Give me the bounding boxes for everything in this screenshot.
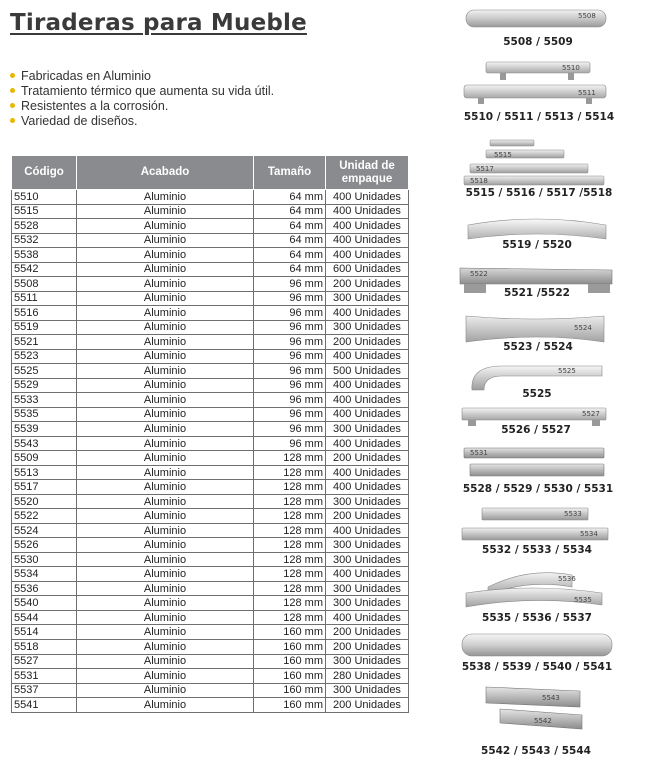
cell-code: 5529 — [12, 378, 77, 393]
cell-size: 96 mm — [254, 277, 326, 292]
product-caption: 5542 / 5543 / 5544 — [481, 745, 591, 757]
part-mark: 5533 — [564, 510, 582, 518]
cell-pack: 400 Unidades — [326, 378, 409, 393]
cell-pack: 300 Unidades — [326, 581, 409, 596]
cell-size: 96 mm — [254, 335, 326, 350]
handle-image — [458, 444, 618, 482]
handle-image — [462, 312, 614, 344]
cell-pack: 200 Unidades — [326, 639, 409, 654]
handle-image — [460, 58, 618, 110]
cell-finish: Aluminio — [77, 610, 254, 625]
table-row — [12, 683, 409, 698]
cell-finish: Aluminio — [77, 567, 254, 582]
cell-finish: Aluminio — [77, 335, 254, 350]
cell-pack: 600 Unidades — [326, 262, 409, 277]
cell-size: 128 mm — [254, 552, 326, 567]
cell-finish: Aluminio — [77, 204, 254, 219]
cell-size: 96 mm — [254, 436, 326, 451]
cell-pack: 200 Unidades — [326, 698, 409, 713]
cell-pack: 300 Unidades — [326, 683, 409, 698]
cell-code: 5526 — [12, 538, 77, 553]
cell-pack: 400 Unidades — [326, 248, 409, 263]
part-mark: 5527 — [582, 410, 600, 418]
table-row — [12, 639, 409, 654]
table-row — [12, 262, 409, 277]
features-list — [10, 69, 274, 129]
cell-code: 5532 — [12, 233, 77, 248]
cell-size: 96 mm — [254, 407, 326, 422]
product-caption: 5526 / 5527 — [501, 424, 571, 436]
cell-finish: Aluminio — [77, 683, 254, 698]
cell-pack: 400 Unidades — [326, 233, 409, 248]
product-caption: 5535 / 5536 / 5537 — [482, 612, 592, 624]
table-row — [12, 335, 409, 350]
cell-finish: Aluminio — [77, 480, 254, 495]
cell-finish: Aluminio — [77, 436, 254, 451]
cell-size: 96 mm — [254, 349, 326, 364]
cell-code: 5513 — [12, 465, 77, 480]
cell-size: 128 mm — [254, 451, 326, 466]
cell-finish: Aluminio — [77, 698, 254, 713]
table-row — [12, 190, 409, 205]
cell-pack: 400 Unidades — [326, 436, 409, 451]
cell-pack: 200 Unidades — [326, 625, 409, 640]
cell-code: 5534 — [12, 567, 77, 582]
handle-image — [458, 504, 616, 544]
handle-image — [458, 404, 614, 426]
cell-code: 5520 — [12, 494, 77, 509]
cell-finish: Aluminio — [77, 625, 254, 640]
feature-item — [10, 84, 274, 99]
product-5525 — [462, 360, 612, 402]
cell-code: 5519 — [12, 320, 77, 335]
product-caption: 5532 / 5533 / 5534 — [482, 544, 592, 556]
table-row — [12, 233, 409, 248]
table-row — [12, 509, 409, 524]
table-row — [12, 291, 409, 306]
cell-code: 5515 — [12, 204, 77, 219]
cell-code: 5527 — [12, 654, 77, 669]
cell-finish: Aluminio — [77, 523, 254, 538]
header-size: Tamaño — [254, 156, 326, 190]
cell-pack: 400 Unidades — [326, 480, 409, 495]
bullet-dot-icon — [10, 103, 15, 108]
cell-finish: Aluminio — [77, 393, 254, 408]
cell-pack: 400 Unidades — [326, 567, 409, 582]
cell-finish: Aluminio — [77, 552, 254, 567]
part-mark: 5510 — [562, 64, 580, 72]
product-5523 — [462, 312, 614, 358]
table-row — [12, 698, 409, 713]
cell-size: 64 mm — [254, 219, 326, 234]
product-5508 — [463, 4, 613, 52]
product-5515 — [460, 136, 618, 202]
cell-size: 96 mm — [254, 306, 326, 321]
part-mark: 5534 — [580, 530, 598, 538]
cell-code: 5514 — [12, 625, 77, 640]
bullet-dot-icon — [10, 118, 15, 123]
product-caption: 5519 / 5520 — [502, 239, 572, 251]
cell-pack: 300 Unidades — [326, 538, 409, 553]
cell-size: 96 mm — [254, 291, 326, 306]
cell-code: 5517 — [12, 480, 77, 495]
table-row — [12, 364, 409, 379]
product-5521 — [456, 264, 618, 310]
cell-size: 160 mm — [254, 639, 326, 654]
part-mark: 5511 — [578, 89, 596, 97]
cell-finish: Aluminio — [77, 465, 254, 480]
product-5528 — [458, 444, 618, 498]
cell-finish: Aluminio — [77, 378, 254, 393]
table-row — [12, 581, 409, 596]
table-row — [12, 219, 409, 234]
cell-finish: Aluminio — [77, 277, 254, 292]
cell-size: 128 mm — [254, 494, 326, 509]
cell-finish: Aluminio — [77, 320, 254, 335]
product-5519 — [462, 215, 612, 261]
cell-finish: Aluminio — [77, 219, 254, 234]
cell-size: 160 mm — [254, 654, 326, 669]
table-row — [12, 567, 409, 582]
cell-finish: Aluminio — [77, 581, 254, 596]
table-row — [12, 552, 409, 567]
cell-pack: 400 Unidades — [326, 465, 409, 480]
handle-image — [463, 4, 613, 34]
table-row — [12, 494, 409, 509]
handle-image — [460, 683, 612, 739]
product-caption: 5538 / 5539 / 5540 / 5541 — [461, 661, 613, 673]
part-mark: 5543 — [542, 694, 560, 702]
cell-size: 160 mm — [254, 698, 326, 713]
cell-pack: 400 Unidades — [326, 190, 409, 205]
product-5526 — [458, 404, 614, 444]
product-caption: 5510 / 5511 / 5513 / 5514 — [463, 111, 615, 123]
cell-pack: 300 Unidades — [326, 552, 409, 567]
cell-size: 64 mm — [254, 190, 326, 205]
handle-image — [458, 565, 616, 613]
table-row — [12, 480, 409, 495]
cell-size: 64 mm — [254, 248, 326, 263]
part-mark: 5522 — [470, 270, 488, 278]
cell-code: 5535 — [12, 407, 77, 422]
handle-image — [462, 360, 612, 390]
table-row — [12, 669, 409, 684]
table-row — [12, 538, 409, 553]
cell-finish: Aluminio — [77, 639, 254, 654]
table-row — [12, 277, 409, 292]
table-row — [12, 436, 409, 451]
table-row — [12, 320, 409, 335]
table-row — [12, 306, 409, 321]
header-code: Código — [12, 156, 77, 190]
cell-code: 5511 — [12, 291, 77, 306]
cell-code: 5537 — [12, 683, 77, 698]
cell-code: 5539 — [12, 422, 77, 437]
product-5532 — [458, 504, 616, 560]
table-row — [12, 393, 409, 408]
cell-pack: 300 Unidades — [326, 291, 409, 306]
product-5535 — [458, 565, 616, 629]
product-5538 — [458, 630, 616, 676]
cell-code: 5521 — [12, 335, 77, 350]
cell-size: 128 mm — [254, 538, 326, 553]
cell-code: 5509 — [12, 451, 77, 466]
cell-size: 96 mm — [254, 320, 326, 335]
cell-code: 5518 — [12, 639, 77, 654]
cell-code: 5544 — [12, 610, 77, 625]
cell-code: 5523 — [12, 349, 77, 364]
product-caption: 5521 /5522 — [504, 287, 570, 299]
cell-pack: 500 Unidades — [326, 364, 409, 379]
part-mark: 5517 — [476, 165, 494, 173]
header-pack: Unidad de empaque — [326, 156, 409, 190]
product-caption: 5515 / 5516 / 5517 /5518 — [465, 187, 613, 199]
part-mark: 5525 — [558, 367, 576, 375]
cell-code: 5533 — [12, 393, 77, 408]
bullet-dot-icon — [10, 73, 15, 78]
cell-size: 128 mm — [254, 480, 326, 495]
cell-finish: Aluminio — [77, 407, 254, 422]
cell-finish: Aluminio — [77, 669, 254, 684]
table-row — [12, 204, 409, 219]
cell-size: 160 mm — [254, 669, 326, 684]
part-mark: 5508 — [578, 12, 596, 20]
cell-pack: 400 Unidades — [326, 204, 409, 219]
cell-pack: 300 Unidades — [326, 422, 409, 437]
cell-pack: 200 Unidades — [326, 277, 409, 292]
feature-item — [10, 114, 274, 129]
cell-code: 5510 — [12, 190, 77, 205]
part-mark: 5524 — [574, 324, 592, 332]
cell-code: 5541 — [12, 698, 77, 713]
cell-size: 64 mm — [254, 262, 326, 277]
cell-pack: 400 Unidades — [326, 407, 409, 422]
cell-finish: Aluminio — [77, 291, 254, 306]
cell-pack: 200 Unidades — [326, 451, 409, 466]
cell-size: 160 mm — [254, 683, 326, 698]
part-mark: 5535 — [574, 596, 592, 604]
product-caption: 5525 — [522, 388, 552, 400]
cell-code: 5516 — [12, 306, 77, 321]
cell-code: 5508 — [12, 277, 77, 292]
table-row — [12, 654, 409, 669]
product-5542 — [460, 683, 612, 759]
cell-size: 64 mm — [254, 233, 326, 248]
cell-finish: Aluminio — [77, 422, 254, 437]
cell-pack: 300 Unidades — [326, 596, 409, 611]
bullet-dot-icon — [10, 88, 15, 93]
cell-finish: Aluminio — [77, 596, 254, 611]
table-row — [12, 422, 409, 437]
cell-finish: Aluminio — [77, 306, 254, 321]
feature-text: Fabricadas en Aluminio — [21, 69, 151, 83]
cell-pack: 280 Unidades — [326, 669, 409, 684]
cell-finish: Aluminio — [77, 538, 254, 553]
cell-size: 128 mm — [254, 610, 326, 625]
cell-pack: 300 Unidades — [326, 320, 409, 335]
cell-finish: Aluminio — [77, 364, 254, 379]
table-row — [12, 349, 409, 364]
cell-code: 5542 — [12, 262, 77, 277]
cell-pack: 200 Unidades — [326, 509, 409, 524]
table-row — [12, 596, 409, 611]
page-title: Tiraderas para Mueble — [10, 10, 307, 36]
cell-code: 5522 — [12, 509, 77, 524]
feature-text: Tratamiento térmico que aumenta su vida útil. — [21, 84, 275, 98]
cell-code: 5528 — [12, 219, 77, 234]
cell-code: 5536 — [12, 581, 77, 596]
cell-pack: 400 Unidades — [326, 306, 409, 321]
product-caption: 5528 / 5529 / 5530 / 5531 — [462, 483, 614, 495]
cell-size: 128 mm — [254, 523, 326, 538]
cell-size: 96 mm — [254, 378, 326, 393]
table-row — [12, 523, 409, 538]
product-caption: 5508 / 5509 — [503, 36, 573, 48]
table-row — [12, 610, 409, 625]
table-row — [12, 451, 409, 466]
feature-text: Resistentes a la corrosión. — [21, 99, 169, 113]
feature-text: Variedad de diseños. — [21, 114, 138, 128]
cell-code: 5543 — [12, 436, 77, 451]
table-row — [12, 407, 409, 422]
part-mark: 5542 — [534, 717, 552, 725]
cell-size: 128 mm — [254, 581, 326, 596]
table-row — [12, 248, 409, 263]
cell-code: 5531 — [12, 669, 77, 684]
cell-size: 160 mm — [254, 625, 326, 640]
cell-finish: Aluminio — [77, 349, 254, 364]
cell-pack: 400 Unidades — [326, 523, 409, 538]
cell-finish: Aluminio — [77, 451, 254, 466]
handle-image — [460, 136, 618, 186]
cell-finish: Aluminio — [77, 262, 254, 277]
cell-code: 5524 — [12, 523, 77, 538]
cell-pack: 400 Unidades — [326, 349, 409, 364]
cell-pack: 400 Unidades — [326, 610, 409, 625]
cell-size: 96 mm — [254, 422, 326, 437]
specs-table — [11, 155, 409, 713]
cell-size: 128 mm — [254, 509, 326, 524]
cell-code: 5538 — [12, 248, 77, 263]
feature-item — [10, 99, 274, 114]
cell-size: 128 mm — [254, 567, 326, 582]
part-mark: 5536 — [558, 575, 576, 583]
cell-finish: Aluminio — [77, 248, 254, 263]
part-mark: 5518 — [470, 177, 488, 185]
cell-size: 96 mm — [254, 364, 326, 379]
cell-size: 128 mm — [254, 465, 326, 480]
cell-size: 96 mm — [254, 393, 326, 408]
cell-finish: Aluminio — [77, 494, 254, 509]
cell-size: 64 mm — [254, 204, 326, 219]
cell-finish: Aluminio — [77, 509, 254, 524]
feature-item — [10, 69, 274, 84]
product-5510 — [460, 58, 618, 126]
cell-pack: 200 Unidades — [326, 335, 409, 350]
header-finish: Acabado — [77, 156, 254, 190]
table-header-row — [12, 156, 409, 190]
cell-pack: 300 Unidades — [326, 654, 409, 669]
cell-finish: Aluminio — [77, 233, 254, 248]
table-row — [12, 625, 409, 640]
cell-finish: Aluminio — [77, 190, 254, 205]
cell-finish: Aluminio — [77, 654, 254, 669]
handle-image — [458, 630, 616, 660]
cell-pack: 400 Unidades — [326, 393, 409, 408]
product-caption: 5523 / 5524 — [503, 341, 573, 353]
cell-code: 5530 — [12, 552, 77, 567]
cell-code: 5525 — [12, 364, 77, 379]
cell-pack: 400 Unidades — [326, 219, 409, 234]
table-row — [12, 378, 409, 393]
part-mark: 5515 — [494, 151, 512, 159]
cell-pack: 300 Unidades — [326, 494, 409, 509]
part-mark: 5531 — [470, 449, 488, 457]
cell-size: 128 mm — [254, 596, 326, 611]
table-row — [12, 465, 409, 480]
cell-code: 5540 — [12, 596, 77, 611]
